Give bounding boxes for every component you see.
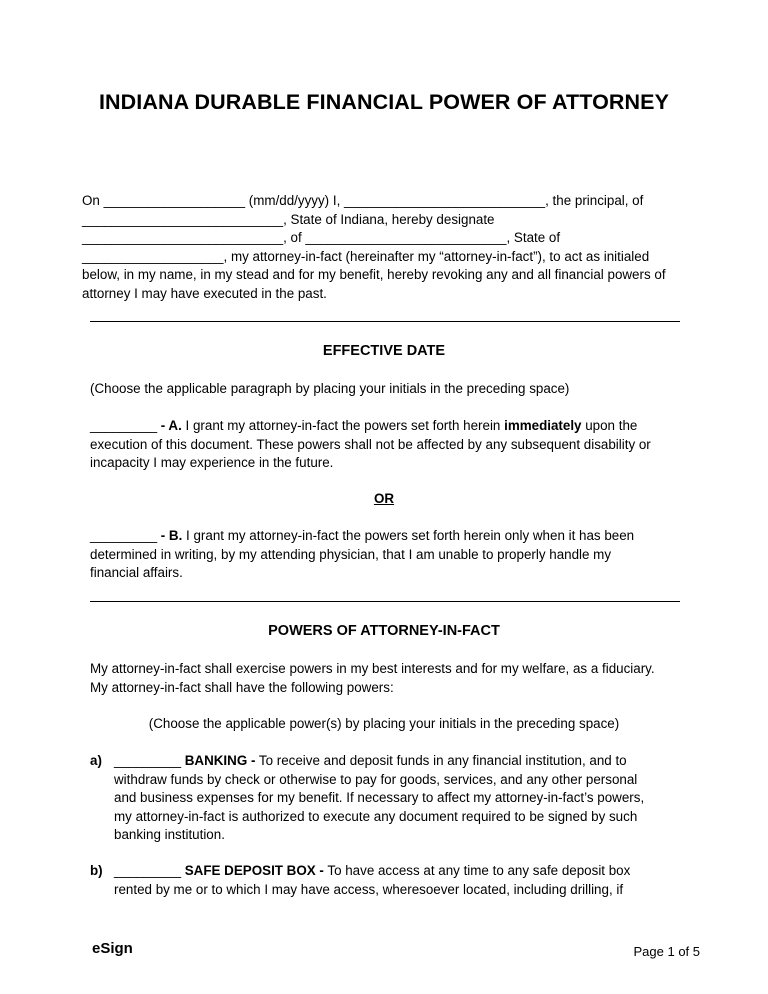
- or-separator: OR: [373, 491, 395, 506]
- option-a-label: - A.: [160, 418, 182, 433]
- immediately-emphasis: immediately: [504, 418, 582, 433]
- option-a-paragraph: [90, 417, 680, 473]
- section-divider: [90, 321, 680, 322]
- item-line-text: To have access at any time to any safe deposit box: [323, 863, 631, 878]
- item-line: rented by me or to which I may have access, wheresoever located, including drilling, if: [114, 881, 624, 897]
- initials-blank: _________: [114, 863, 185, 878]
- option-a-line: incapacity I may experience in the future.: [90, 455, 334, 471]
- initials-blank: _________: [90, 528, 161, 543]
- intro-paragraph: [82, 192, 692, 304]
- powers-heading: POWERS OF ATTORNEY-IN-FACT: [268, 623, 500, 639]
- option-b-paragraph: [90, 527, 680, 583]
- intro-line: attorney I may have executed in the past.: [82, 285, 327, 301]
- item-line: and business expenses for my benefit. If necessary to affect my attorney-in-fact’s powers,: [114, 790, 645, 806]
- item-label: b): [90, 863, 103, 878]
- item-line: banking institution.: [114, 827, 225, 843]
- option-b-text: I grant my attorney-in-fact the powers set forth herein only when it has been: [182, 528, 635, 543]
- option-a-line: [90, 417, 680, 436]
- initials-blank: _________: [90, 418, 161, 433]
- item-line: [114, 862, 689, 881]
- item-line: my attorney-in-fact is authorized to execute any document required to be signed by such: [114, 808, 638, 824]
- item-text: [114, 752, 689, 845]
- intro-line: ___________________________, State of Indiana, hereby designate: [82, 211, 495, 227]
- initials-blank: _________: [114, 753, 185, 768]
- intro-line: ___________________, my attorney-in-fact (hereinafter my “attorney-in-fact”), to act as initialed: [82, 248, 650, 264]
- item-label: a): [90, 753, 102, 768]
- powers-instructions: (Choose the applicable power(s) by placing your initials in the preceding space): [148, 716, 620, 731]
- section-divider: [90, 601, 680, 602]
- intro-line: On ___________________ (mm/dd/yyyy) I, ___________________________, the principal, of: [82, 193, 644, 208]
- item-name: BANKING -: [184, 753, 256, 768]
- item-text: [114, 862, 689, 899]
- intro-line: ___________________________, of ___________________________, State of: [82, 230, 561, 246]
- effective-date-heading: EFFECTIVE DATE: [322, 343, 446, 359]
- option-a-text: upon the: [581, 418, 638, 433]
- item-name: SAFE DEPOSIT BOX -: [184, 863, 324, 878]
- item-line: [114, 752, 689, 771]
- powers-intro-line: My attorney-in-fact shall have the following powers:: [90, 679, 394, 695]
- option-b-line: financial affairs.: [90, 565, 183, 581]
- option-b-line: [90, 527, 680, 546]
- option-a-text: I grant my attorney-in-fact the powers set forth herein: [181, 418, 505, 433]
- page-number: Page 1 of 5: [633, 944, 700, 959]
- effective-date-instructions: (Choose the applicable paragraph by placing your initials in the preceding space): [90, 381, 570, 396]
- item-line: withdraw funds by check or otherwise to pay for goods, services, and any other personal: [114, 771, 638, 787]
- document-title: INDIANA DURABLE FINANCIAL POWER OF ATTORNEY: [98, 90, 670, 114]
- option-a-line: execution of this document. These powers shall not be affected by any subsequent disability or: [90, 436, 651, 452]
- intro-line: below, in my name, in my stead and for my benefit, hereby revoking any and all financial powers of: [82, 267, 666, 283]
- option-b-line: determined in writing, by my attending physician, that I am unable to properly handle my: [90, 546, 612, 562]
- item-line-text: To receive and deposit funds in any financial institution, and to: [255, 753, 627, 768]
- esign-logo: eSign: [92, 940, 133, 957]
- option-b-label: - B.: [160, 528, 183, 543]
- powers-intro-line: My attorney-in-fact shall exercise powers in my best interests and for my welfare, as a fiduciary.: [90, 661, 655, 676]
- powers-intro: [90, 660, 680, 697]
